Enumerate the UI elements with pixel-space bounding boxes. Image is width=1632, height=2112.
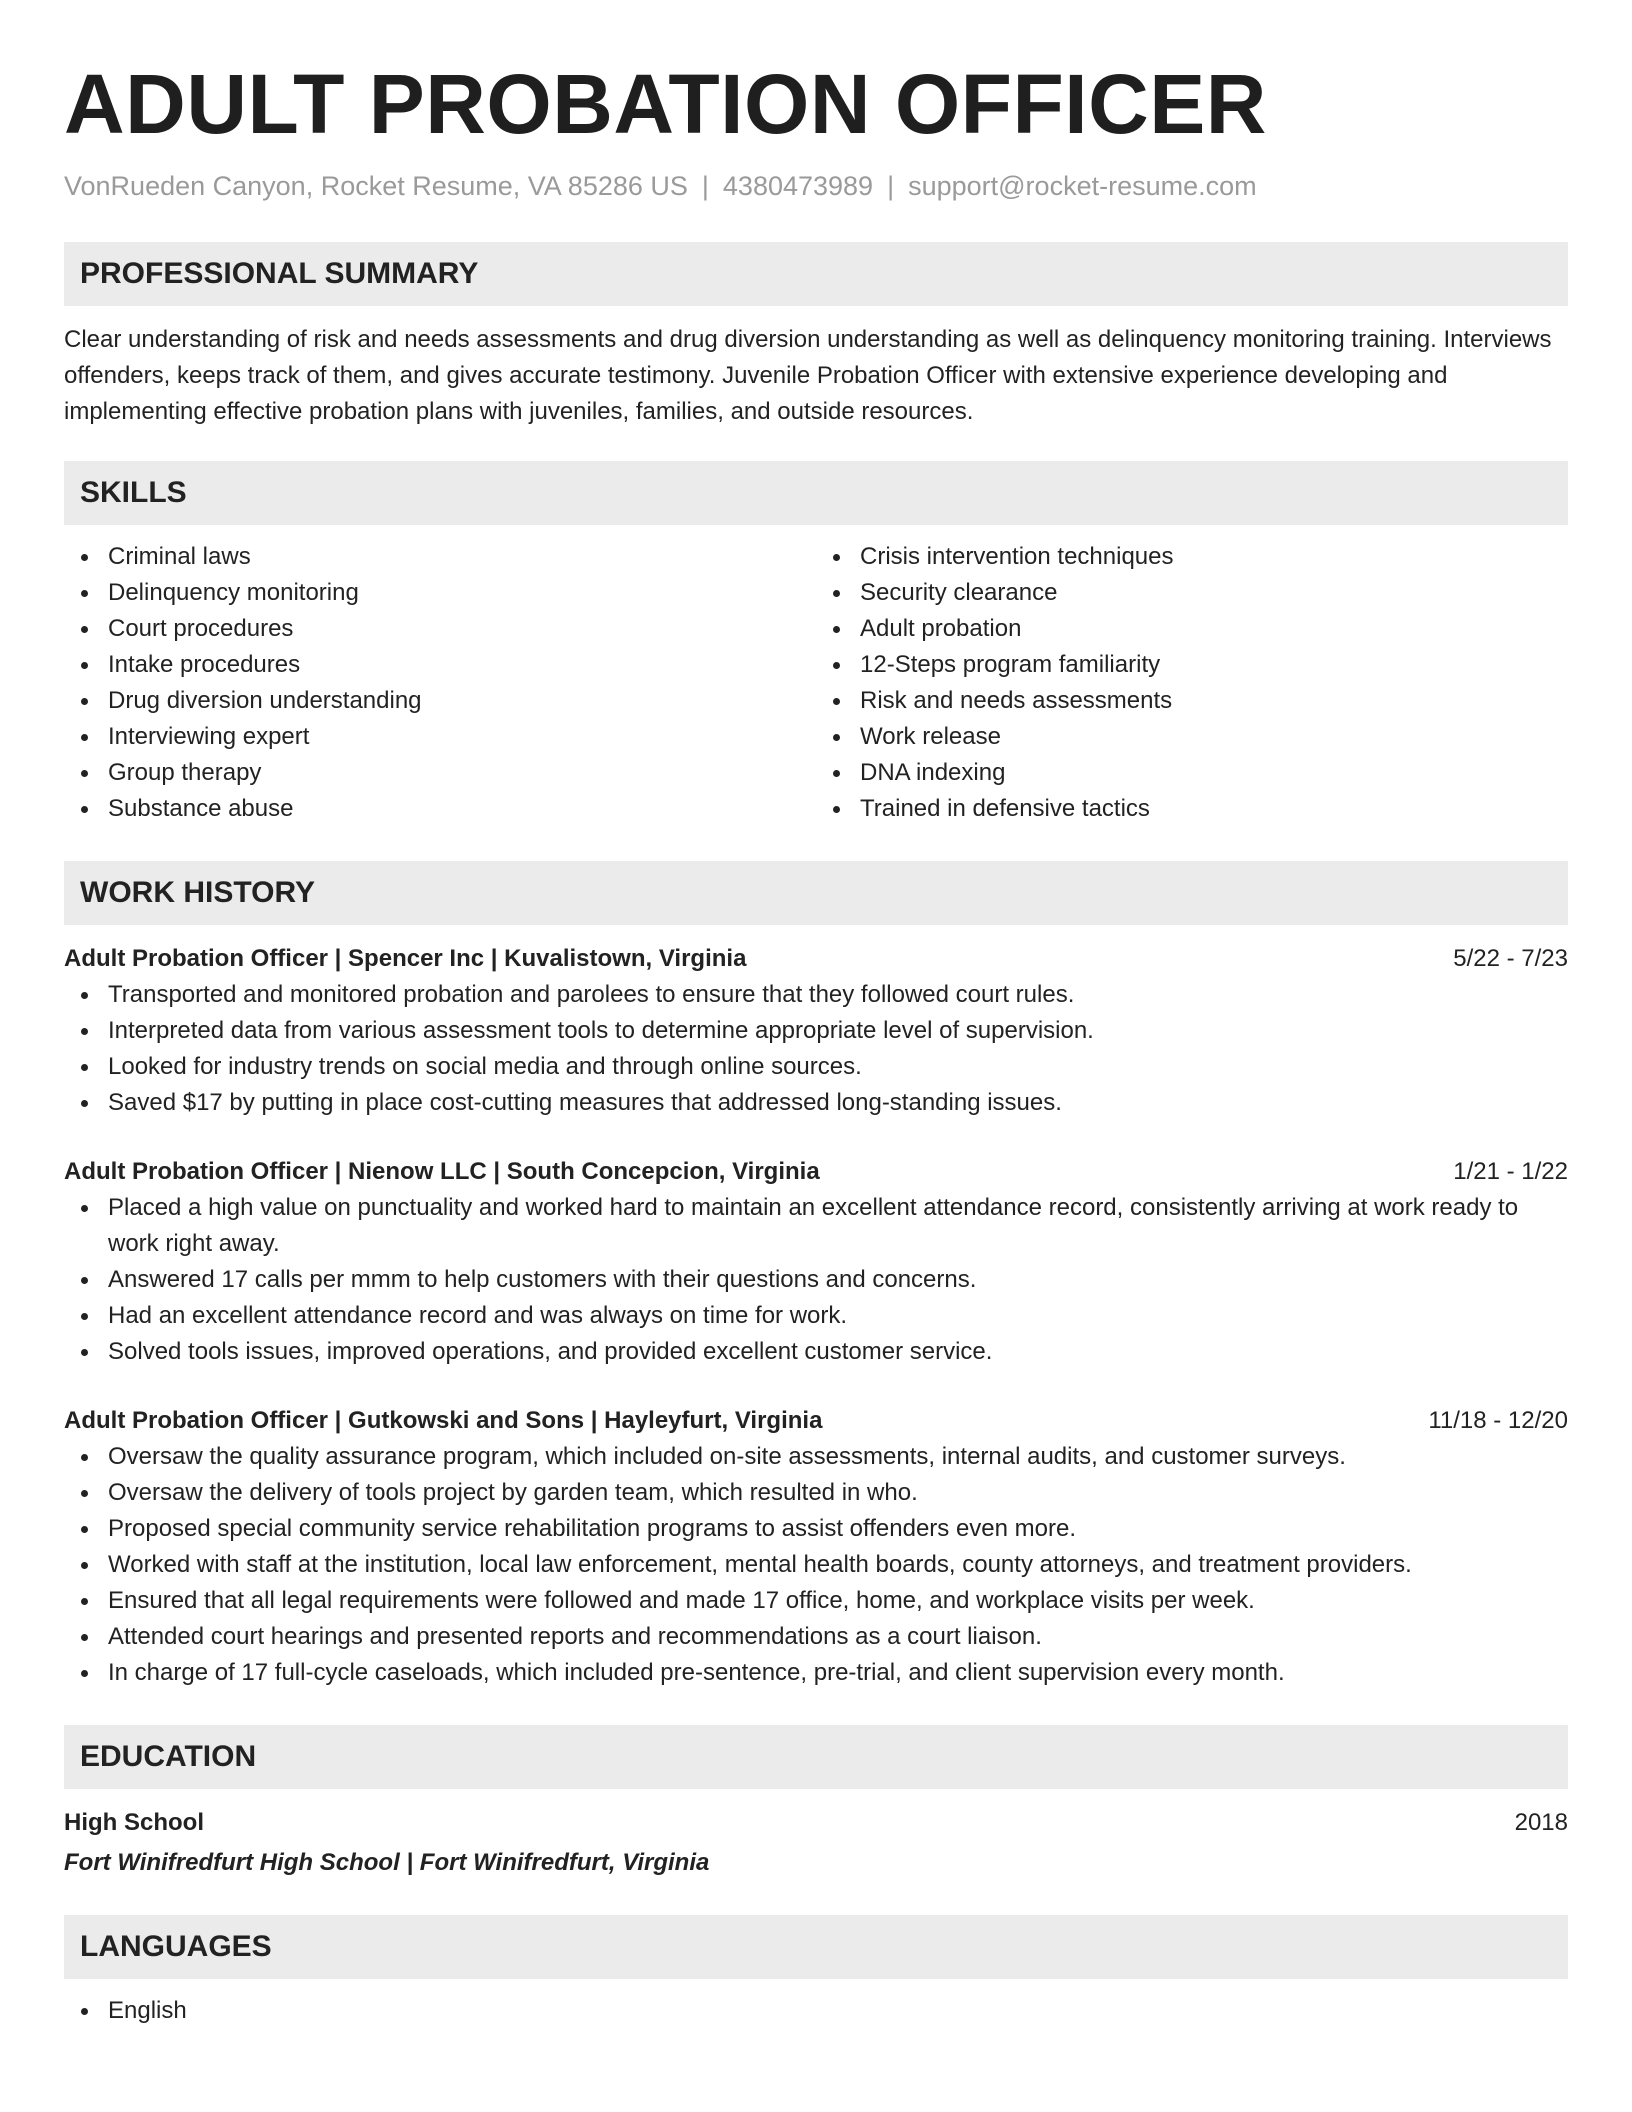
skill-item: DNA indexing — [816, 755, 1568, 791]
skill-item: Crisis intervention techniques — [816, 539, 1568, 575]
education-degree: High School — [64, 1809, 204, 1836]
skill-item: Risk and needs assessments — [816, 683, 1568, 719]
skills-list-right — [816, 539, 1568, 827]
job-title: Adult Probation Officer | Nienow LLC | South Concepcion, Virginia — [64, 1158, 820, 1185]
candidate-name: ADULT PROBATION OFFICER — [64, 57, 1267, 151]
job-header — [64, 1403, 1568, 1439]
job-header — [64, 941, 1568, 977]
job-bullet: Transported and monitored probation and parolees to ensure that they followed court rules. — [64, 977, 1568, 1013]
job-bullet: Answered 17 calls per mmm to help customers with their questions and concerns. — [64, 1262, 1568, 1298]
job-bullet: Interpreted data from various assessment tools to determine appropriate level of supervision. — [64, 1013, 1568, 1049]
job-title: Adult Probation Officer | Spencer Inc | Kuvalistown, Virginia — [64, 945, 747, 972]
contact-separator: | — [887, 171, 895, 201]
education-header — [64, 1805, 1568, 1841]
education-year: 2018 — [1514, 1809, 1568, 1836]
job-bullet: Ensured that all legal requirements were followed and made 17 office, home, and workplace visits per week. — [64, 1583, 1568, 1619]
job-dates: 1/21 - 1/22 — [1453, 1158, 1568, 1185]
contact-line — [64, 168, 1568, 204]
skill-item: Group therapy — [64, 755, 816, 791]
skill-item: Adult probation — [816, 611, 1568, 647]
skill-item: 12-Steps program familiarity — [816, 647, 1568, 683]
job-bullet: Oversaw the quality assurance program, which included on-site assessments, internal audits, and customer surveys. — [64, 1439, 1568, 1475]
summary-text: Clear understanding of risk and needs assessments and drug diversion understanding as well as delinquency monitoring training. Interviews offenders, keeps track of them, and gives accurate testimony. Juvenile Probation Officer with extensive experience developing and implementing effective probation plans with juveniles, families, and outside resources. — [64, 326, 1552, 425]
language-item: English — [64, 1993, 1568, 2029]
skills-column-left — [64, 539, 816, 827]
job-dates: 11/18 - 12/20 — [1428, 1407, 1568, 1434]
skill-item: Intake procedures — [64, 647, 816, 683]
skill-item: Drug diversion understanding — [64, 683, 816, 719]
skill-item: Security clearance — [816, 575, 1568, 611]
languages-list — [64, 1993, 1568, 2029]
section-heading-education: EDUCATION — [64, 1725, 1568, 1789]
skill-item: Criminal laws — [64, 539, 816, 575]
job-entry — [64, 1154, 1568, 1370]
job-bullet: In charge of 17 full-cycle caseloads, which included pre-sentence, pre-trial, and client supervision every month. — [64, 1655, 1568, 1691]
skill-item: Work release — [816, 719, 1568, 755]
job-dates: 5/22 - 7/23 — [1453, 945, 1568, 972]
section-heading-work-history: WORK HISTORY — [64, 861, 1568, 925]
contact-phone: 4380473989 — [722, 171, 874, 201]
skills-list-left — [64, 539, 816, 827]
job-bullet-list — [64, 1439, 1568, 1691]
contact-separator: | — [701, 171, 709, 201]
job-bullet: Looked for industry trends on social media and through online sources. — [64, 1049, 1568, 1085]
education-school: Fort Winifredfurt High School | Fort Winifredfurt, Virginia — [64, 1849, 710, 1876]
job-bullet: Solved tools issues, improved operations, and provided excellent customer service. — [64, 1334, 1568, 1370]
job-entry — [64, 941, 1568, 1121]
skills-grid — [64, 539, 1568, 827]
contact-address: VonRueden Canyon, Rocket Resume, VA 85286 US — [64, 171, 688, 201]
skill-item: Substance abuse — [64, 791, 816, 827]
skill-item: Court procedures — [64, 611, 816, 647]
job-bullet-list — [64, 977, 1568, 1121]
section-heading-skills: SKILLS — [64, 461, 1568, 525]
job-bullet: Proposed special community service rehabilitation programs to assist offenders even more. — [64, 1511, 1568, 1547]
skill-item: Delinquency monitoring — [64, 575, 816, 611]
job-title: Adult Probation Officer | Gutkowski and Sons | Hayleyfurt, Virginia — [64, 1407, 823, 1434]
skill-item: Trained in defensive tactics — [816, 791, 1568, 827]
job-header — [64, 1154, 1568, 1190]
job-bullet: Placed a high value on punctuality and worked hard to maintain an excellent attendance record, consistently arriving at work ready to work right away. — [64, 1190, 1568, 1262]
section-heading-languages: LANGUAGES — [64, 1915, 1568, 1979]
job-bullet: Saved $17 by putting in place cost-cutting measures that addressed long-standing issues. — [64, 1085, 1568, 1121]
job-bullet-list — [64, 1190, 1568, 1370]
job-entry — [64, 1403, 1568, 1691]
job-bullet: Oversaw the delivery of tools project by garden team, which resulted in who. — [64, 1475, 1568, 1511]
job-bullet: Had an excellent attendance record and was always on time for work. — [64, 1298, 1568, 1334]
job-bullet: Attended court hearings and presented reports and recommendations as a court liaison. — [64, 1619, 1568, 1655]
section-heading-summary: PROFESSIONAL SUMMARY — [64, 242, 1568, 306]
job-bullet: Worked with staff at the institution, local law enforcement, mental health boards, county attorneys, and treatment providers. — [64, 1547, 1568, 1583]
contact-email: support@rocket-resume.com — [908, 171, 1257, 201]
skills-column-right — [816, 539, 1568, 827]
skill-item: Interviewing expert — [64, 719, 816, 755]
